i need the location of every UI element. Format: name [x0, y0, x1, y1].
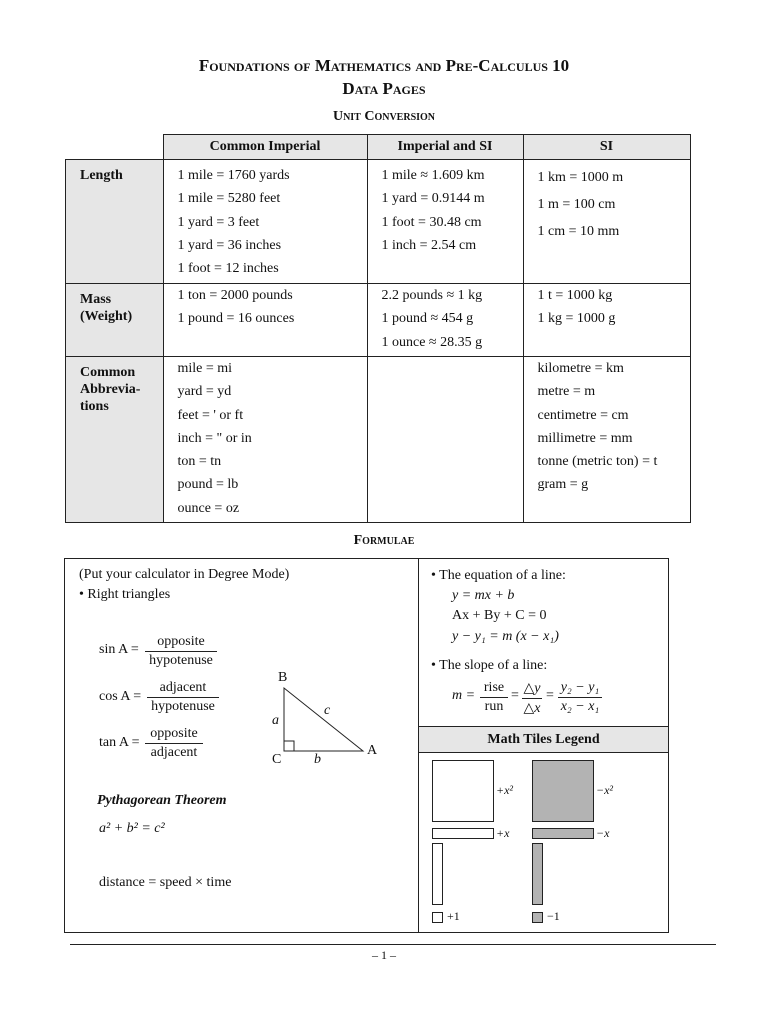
conversion-entry: 1 km = 1000 m: [537, 170, 624, 185]
abbreviation-entry: centimetre = cm: [537, 407, 629, 423]
right-triangles-label: • Right triangles: [79, 587, 171, 602]
abbreviation-entry: feet = ' or ft: [177, 407, 244, 423]
document-subtitle: Data Pages: [342, 79, 426, 98]
conversion-entry: 1 kg = 1000 g: [537, 311, 616, 327]
x-negative-tile-horizontal: [532, 828, 594, 839]
x-negative-tile-vertical: [532, 843, 543, 905]
sin-fraction: [145, 634, 217, 669]
conversion-entry: 1 pound = 16 ounces: [177, 311, 295, 327]
conversion-entry: 1 yard = 0.9144 m: [381, 191, 485, 207]
line-form-point-slope: y − y₁ = m (x − x₁): [452, 629, 559, 644]
tile-label: −x: [596, 826, 610, 840]
footer-rule: [70, 944, 716, 945]
unit-conversion-heading: Unit Conversion: [332, 109, 436, 124]
conversion-entry: 1 inch = 2.54 cm: [381, 237, 477, 253]
conversion-entry: 1 m = 100 cm: [537, 197, 616, 212]
row-label: Mass (Weight): [66, 284, 164, 357]
abbreviation-entry: gram = g: [537, 477, 589, 493]
tile-label: −1: [547, 909, 560, 923]
tile-label: +x²: [496, 783, 514, 797]
conversion-entry: 1 t = 1000 kg: [537, 288, 613, 303]
column-header: Imperial and SI: [367, 135, 523, 160]
cos-fraction: [147, 680, 219, 715]
conversion-entry: 1 foot = 30.48 cm: [381, 214, 482, 230]
x-squared-negative-tile: [532, 760, 594, 822]
abbreviation-entry: kilometre = km: [537, 361, 624, 376]
delta-x-label: △x: [523, 701, 541, 716]
table-row: [66, 357, 691, 523]
abbreviation-entry: ounce = oz: [177, 500, 240, 516]
pythagorean-title: Pythagorean Theorem: [97, 793, 227, 808]
conversion-entry: 1 cm = 10 mm: [537, 224, 620, 239]
table-row: [66, 284, 691, 357]
empty-cell: [367, 357, 523, 523]
conversion-entry: 1 yard = 36 inches: [177, 237, 282, 253]
abbreviation-entry: yard = yd: [177, 384, 232, 400]
tan-fraction: [145, 726, 203, 761]
conversion-entry: 1 yard = 3 feet: [177, 214, 260, 230]
vertex-c-label: C: [272, 752, 282, 767]
slope-fraction-coordinates: [558, 680, 602, 715]
abbreviation-entry: millimetre = mm: [537, 430, 633, 446]
equals-sign: =: [546, 688, 554, 703]
side-a-label: a: [272, 713, 279, 728]
tan-numerator: opposite: [145, 726, 203, 744]
math-tiles-legend-title: Math Tiles Legend: [419, 726, 668, 753]
equals-sign: =: [511, 688, 519, 703]
vertex-a-label: A: [367, 743, 378, 758]
x-positive-tile-vertical: [432, 843, 443, 905]
sin-numerator: opposite: [145, 634, 217, 652]
conversion-entry: 1 foot = 12 inches: [177, 261, 279, 277]
formulae-heading: Formulae: [353, 533, 415, 548]
distance-formula: distance = speed × time: [99, 875, 232, 890]
abbreviation-entry: ton = tn: [177, 454, 222, 470]
tile-label: +x: [496, 826, 510, 840]
right-angle-marker: [284, 741, 294, 751]
x-positive-tile-horizontal: [432, 828, 494, 839]
x-squared-positive-tile: [432, 760, 494, 822]
slope-fraction-rise-run: [480, 680, 508, 715]
unit-positive-tile: [432, 912, 443, 923]
row-label: Common Abbrevia-tions: [66, 357, 164, 523]
vertex-b-label: B: [278, 670, 288, 685]
y-difference-label: y₂ − y₁: [558, 680, 602, 698]
page-number: – 1 –: [372, 948, 396, 962]
row-label: Length: [66, 160, 164, 284]
conversion-entry: 1 pound ≈ 454 g: [381, 311, 474, 327]
unit-conversion-table: [65, 134, 691, 523]
sin-denominator: hypotenuse: [149, 653, 213, 668]
triangle-shape: [284, 688, 363, 751]
slope-fraction-delta: [522, 680, 542, 717]
tile-label: −x²: [596, 783, 614, 797]
rise-label: rise: [480, 680, 508, 698]
conversion-entry: 1 mile ≈ 1.609 km: [381, 168, 485, 183]
conversion-entry: 1 ounce ≈ 28.35 g: [381, 334, 483, 350]
abbreviation-entry: tonne (metric ton) = t: [537, 454, 658, 470]
cos-label: cos A =: [99, 689, 142, 704]
x-difference-label: x₂ − x₁: [560, 699, 600, 714]
abbreviation-entry: mile = mi: [177, 361, 233, 376]
side-c-label: c: [324, 703, 331, 718]
side-b-label: b: [314, 752, 321, 767]
slope-lhs: m =: [452, 688, 476, 703]
delta-y-label: △y: [522, 680, 542, 699]
abbreviation-entry: pound = lb: [177, 477, 239, 493]
tan-denominator: adjacent: [150, 745, 198, 760]
conversion-entry: 1 mile = 5280 feet: [177, 191, 281, 207]
document-title: Foundations of Mathematics and Pre-Calculus 10: [198, 56, 570, 75]
table-row: [66, 160, 691, 284]
line-form-slope-intercept: y = mx + b: [452, 588, 515, 603]
cos-numerator: adjacent: [147, 680, 219, 698]
sin-label: sin A =: [99, 642, 139, 657]
conversion-entry: 1 ton = 2000 pounds: [177, 288, 293, 303]
line-equation-title: • The equation of a line:: [431, 568, 566, 583]
abbreviation-entry: metre = m: [537, 384, 596, 400]
pythagorean-formula: a² + b² = c²: [99, 821, 165, 836]
abbreviation-entry: inch = " or in: [177, 430, 252, 446]
conversion-entry: 1 mile = 1760 yards: [177, 168, 290, 183]
conversion-entry: 2.2 pounds ≈ 1 kg: [381, 288, 483, 303]
line-form-general: Ax + By + C = 0: [452, 608, 547, 623]
slope-title: • The slope of a line:: [431, 658, 548, 673]
tan-label: tan A =: [99, 735, 140, 750]
table-corner: [66, 135, 164, 160]
calculator-note: (Put your calculator in Degree Mode): [79, 567, 290, 582]
cos-denominator: hypotenuse: [151, 699, 215, 714]
column-header: Common Imperial: [163, 135, 367, 160]
column-header: SI: [523, 135, 690, 160]
unit-negative-tile: [532, 912, 543, 923]
run-label: run: [484, 699, 504, 714]
tile-label: +1: [447, 909, 460, 923]
